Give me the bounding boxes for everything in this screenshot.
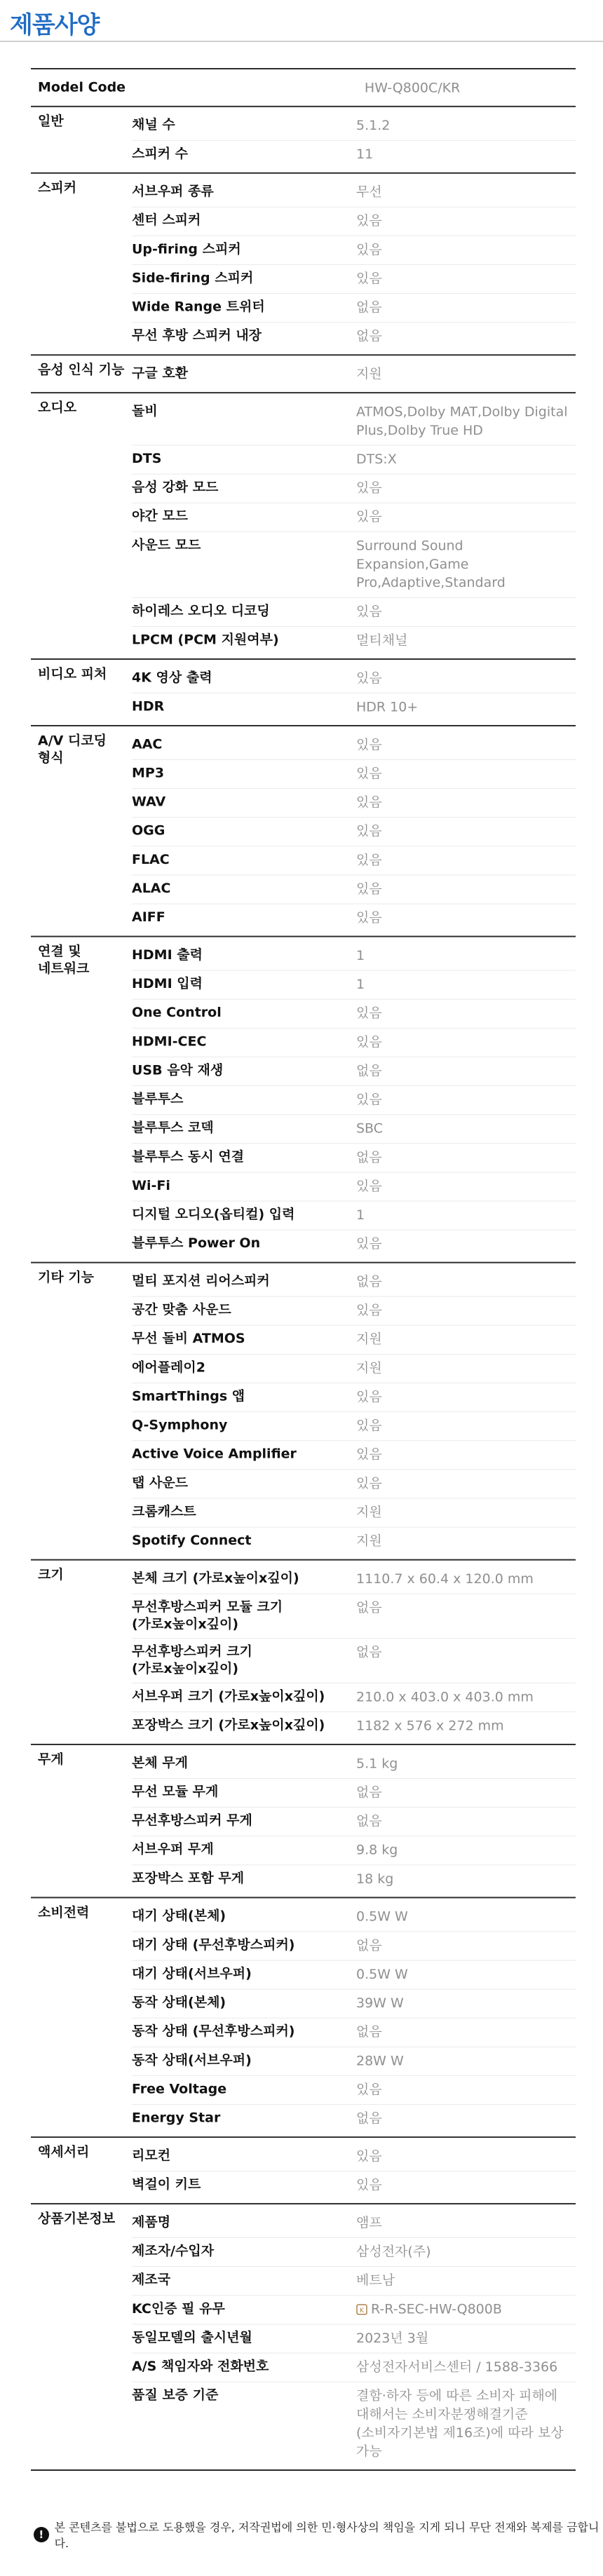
spec-row <box>132 904 576 933</box>
spec-row <box>132 446 576 475</box>
table-end-divider <box>31 2469 576 2471</box>
spec-row <box>132 1683 576 1712</box>
kc-mark-icon <box>356 2304 367 2315</box>
spec-row <box>132 2382 576 2466</box>
spec-label: SmartThings 앱 <box>132 1388 245 1404</box>
spec-group <box>31 1262 576 1559</box>
spec-value: 1 <box>356 1207 365 1223</box>
spec-label: 무선 모듈 무게 <box>132 1784 219 1800</box>
spec-label: A/S 책임자와 전화번호 <box>132 2359 269 2374</box>
spec-row <box>132 1499 576 1528</box>
spec-value: 5.1.2 <box>356 118 391 134</box>
spec-value: 있음 <box>356 2148 382 2164</box>
spec-value: 있음 <box>356 2082 382 2098</box>
spec-group <box>31 106 576 172</box>
spec-row <box>132 2076 576 2105</box>
spec-row <box>132 1565 576 1594</box>
spec-label: 리모컨 <box>132 2148 171 2164</box>
spec-label: 무선후방스피커 모듈 크기 (가로x높이x깊이) <box>132 1599 283 1632</box>
spec-value: 있음 <box>356 1092 382 1108</box>
spec-label: 서브우퍼 크기 (가로x높이x깊이) <box>132 1688 325 1704</box>
spec-label: HDMI-CEC <box>132 1033 207 1050</box>
spec-row <box>132 1639 576 1683</box>
spec-label: Free Voltage <box>132 2081 227 2097</box>
spec-value-text: R-R-SEC-HW-Q800B <box>371 2302 502 2317</box>
category-label: 크기 <box>38 1567 64 1582</box>
spec-row <box>132 265 576 294</box>
spec-row <box>132 2143 576 2171</box>
spec-value: 9.8 kg <box>356 1843 398 1858</box>
spec-value: HDR 10+ <box>356 699 419 715</box>
spec-row <box>132 1750 576 1779</box>
spec-label: 블루투스 코덱 <box>132 1120 214 1136</box>
spec-value: 있음 <box>356 1236 382 1252</box>
spec-row <box>132 665 576 693</box>
spec-value: 있음 <box>356 881 382 897</box>
spec-label: 크롬캐스트 <box>132 1504 196 1519</box>
spec-value: 지원 <box>356 1533 382 1549</box>
spec-row <box>132 179 576 208</box>
spec-value: 결함·하자 등에 따른 소비자 피해에 대해서는 소비자분쟁해결기준 (소비자기본법 제16조)에 따라 보상 가능 <box>356 2388 564 2460</box>
spec-row <box>132 2324 576 2353</box>
spec-label: 동일모델의 출시년월 <box>132 2330 252 2345</box>
spec-value: 없음 <box>356 1813 382 1829</box>
notice-text: 본 콘텐츠를 불법으로 도용했을 경우, 저작권법에 의한 민·형사상의 책임을 지게 되니 무단 전재와 복제를 금합니다. <box>54 2521 599 2550</box>
spec-label: Up-firing 스피커 <box>132 241 241 257</box>
spec-label: 탭 사운드 <box>132 1475 189 1491</box>
category-label: 기타 기능 <box>38 1270 95 1285</box>
spec-value: 있음 <box>356 213 382 229</box>
spec-row <box>132 731 576 760</box>
spec-group <box>31 658 576 725</box>
spec-value <box>356 2296 576 2324</box>
spec-row <box>132 2354 576 2382</box>
spec-row <box>132 1355 576 1383</box>
page-title: 제품사양 <box>10 11 100 39</box>
spec-label: 대기 상태(서브우퍼) <box>132 1966 252 1981</box>
spec-value: 210.0 x 403.0 x 403.0 mm <box>356 1689 534 1705</box>
spec-label: 구글 호환 <box>132 365 189 381</box>
spec-label: 무선 돌비 ATMOS <box>132 1331 245 1347</box>
category-label: 상품기본정보 <box>38 2211 116 2227</box>
category-label: 소비전력 <box>38 1905 90 1920</box>
spec-value: 없음 <box>356 329 382 344</box>
spec-row <box>132 1383 576 1412</box>
spec-label: 하이레스 오디오 디코딩 <box>132 603 270 619</box>
spec-label: DTS <box>132 451 162 466</box>
spec-row <box>132 1960 576 1989</box>
spec-value: 있음 <box>356 1447 382 1463</box>
spec-value: 지원 <box>356 366 382 382</box>
spec-table <box>31 68 576 2469</box>
spec-row <box>132 875 576 904</box>
spec-label: 무선후방스피커 크기 (가로x높이x깊이) <box>132 1644 252 1677</box>
spec-group <box>31 354 576 392</box>
spec-label: 사운드 모드 <box>132 537 201 553</box>
spec-value: 11 <box>356 147 374 163</box>
spec-row <box>132 2267 576 2296</box>
spec-value: 있음 <box>356 1303 382 1318</box>
spec-value: 없음 <box>356 1645 382 1660</box>
spec-label: 동작 상태(본체) <box>132 1995 226 2010</box>
spec-label: 제조자/수입자 <box>132 2243 215 2259</box>
category-label: A/V 디코딩 형식 <box>38 733 107 766</box>
spec-label: 야간 모드 <box>132 508 189 524</box>
spec-value: 삼성전자서비스센터 / 1588-3366 <box>356 2359 558 2375</box>
spec-label: Spotify Connect <box>132 1533 252 1549</box>
spec-label: Wide Range 트위터 <box>132 299 265 315</box>
spec-label: 제품명 <box>132 2214 171 2230</box>
model-code-value: HW-Q800C/KR <box>364 80 461 96</box>
spec-label: 본체 무게 <box>132 1755 189 1771</box>
spec-value: 있음 <box>356 794 382 811</box>
spec-label: 스피커 수 <box>132 146 189 162</box>
spec-row <box>132 846 576 875</box>
spec-row <box>132 2105 576 2133</box>
spec-value: 있음 <box>356 2177 382 2193</box>
spec-value: SBC <box>356 1120 384 1137</box>
spec-value: DTS:X <box>356 452 397 467</box>
spec-label: HDR <box>132 698 165 714</box>
spec-label: 제조국 <box>132 2272 171 2288</box>
spec-label: 본체 크기 (가로x높이x깊이) <box>132 1571 299 1586</box>
spec-row <box>132 1115 576 1144</box>
spec-label: WAV <box>132 794 166 810</box>
model-code-label: Model Code <box>38 79 126 95</box>
spec-label: 채널 수 <box>132 117 175 133</box>
spec-row <box>132 598 576 627</box>
spec-row <box>132 360 576 388</box>
spec-label: 포장박스 크기 (가로x높이x깊이) <box>132 1717 325 1733</box>
spec-value: 앰프 <box>356 2215 382 2231</box>
spec-row <box>132 236 576 265</box>
spec-value: 2023년 3월 <box>356 2331 429 2346</box>
spec-row <box>132 1903 576 1932</box>
spec-row <box>132 2238 576 2267</box>
spec-value: 1110.7 x 60.4 x 120.0 mm <box>356 1571 534 1587</box>
spec-value: 무선 <box>356 184 382 200</box>
spec-label: 블루투스 <box>132 1091 184 1107</box>
spec-label: 4K 영상 출력 <box>132 670 212 686</box>
spec-value: 1182 x 576 x 272 mm <box>356 1718 504 1734</box>
spec-row <box>132 1412 576 1441</box>
spec-row <box>132 112 576 141</box>
spec-row <box>132 1326 576 1355</box>
spec-group <box>31 2136 576 2203</box>
spec-row <box>132 2209 576 2238</box>
spec-value: 없음 <box>356 299 382 316</box>
spec-label: AIFF <box>132 909 165 925</box>
spec-row <box>132 1086 576 1115</box>
spec-label: 서브우퍼 무게 <box>132 1842 214 1857</box>
spec-value: 있음 <box>356 480 382 496</box>
category-label: 음성 인식 기능 <box>38 362 125 378</box>
spec-label: Active Voice Amplifier <box>132 1446 297 1462</box>
exclamation-icon: ! <box>34 2527 49 2542</box>
spec-value: 있음 <box>356 1418 382 1434</box>
spec-row <box>132 2296 576 2324</box>
spec-row <box>132 475 576 503</box>
spec-row <box>132 532 576 598</box>
spec-value: 지원 <box>356 1360 382 1376</box>
spec-label: 음성 강화 모드 <box>132 480 219 496</box>
spec-label: 품질 보증 기준 <box>132 2387 219 2404</box>
category-label: 액세서리 <box>38 2144 90 2160</box>
category-label: 일반 <box>38 114 64 130</box>
spec-row <box>132 1932 576 1960</box>
category-label: 무게 <box>38 1751 64 1768</box>
spec-value: 있음 <box>356 271 382 287</box>
spec-label: Energy Star <box>132 2110 221 2126</box>
spec-label: 동작 상태 (무선후방스피커) <box>132 2023 295 2040</box>
spec-row <box>132 789 576 818</box>
spec-label: 에어플레이2 <box>132 1360 205 1376</box>
spec-label: 무선후방스피커 무게 <box>132 1812 252 1829</box>
spec-value: 삼성전자(주) <box>356 2244 431 2260</box>
spec-value: 없음 <box>356 1600 382 1615</box>
spec-row <box>132 1779 576 1808</box>
spec-value: 있음 <box>356 1034 382 1050</box>
spec-label: KC인증 필 유무 <box>132 2301 225 2317</box>
copyright-notice <box>34 2519 603 2551</box>
spec-group <box>31 725 576 936</box>
spec-value: 멀티채널 <box>356 632 408 649</box>
spec-label: 무선 후방 스피커 내장 <box>132 328 262 344</box>
spec-value: 지원 <box>356 1505 382 1520</box>
spec-group <box>31 392 576 658</box>
spec-row <box>132 208 576 236</box>
spec-row <box>132 1712 576 1740</box>
spec-value: 베트남 <box>356 2272 395 2289</box>
spec-row <box>132 1000 576 1029</box>
spec-label: AAC <box>132 736 163 752</box>
spec-value: 0.5W W <box>356 1967 408 1982</box>
spec-label: 블루투스 동시 연결 <box>132 1149 245 1165</box>
spec-value: 없음 <box>356 1150 382 1165</box>
spec-value: Surround Sound Expansion,Game Pro,Adaptive,Standard <box>356 538 506 591</box>
spec-label: 블루투스 Power On <box>132 1235 261 1252</box>
spec-value: 18 kg <box>356 1871 394 1887</box>
spec-value: 있음 <box>356 737 382 753</box>
spec-label: 동작 상태(서브우퍼) <box>132 2052 252 2068</box>
spec-group <box>31 1744 576 1897</box>
spec-row <box>132 942 576 970</box>
spec-row <box>132 1594 576 1639</box>
spec-value: 1 <box>356 977 365 992</box>
spec-row <box>132 760 576 789</box>
spec-row <box>132 1808 576 1836</box>
spec-label: 디지털 오디오(옵티컬) 입력 <box>132 1207 295 1222</box>
spec-row <box>132 1057 576 1086</box>
spec-value: 없음 <box>356 1784 382 1801</box>
spec-label: ALAC <box>132 881 171 896</box>
spec-row <box>132 1528 576 1556</box>
spec-row <box>132 1836 576 1865</box>
spec-value: ATMOS,Dolby MAT,Dolby Digital Plus,Dolby True HD <box>356 404 568 438</box>
spec-label: 벽걸이 키트 <box>132 2176 201 2192</box>
spec-value: 있음 <box>356 910 382 926</box>
spec-label: 공간 맞춤 사운드 <box>132 1302 231 1318</box>
spec-row <box>132 1144 576 1172</box>
spec-row <box>132 1202 576 1231</box>
spec-label: MP3 <box>132 765 165 781</box>
spec-label: One Control <box>132 1005 222 1021</box>
spec-group <box>31 1559 576 1744</box>
spec-value: 없음 <box>356 1938 382 1953</box>
spec-value: 있음 <box>356 242 382 258</box>
spec-value: 있음 <box>356 1389 382 1405</box>
spec-row <box>132 971 576 1000</box>
spec-value: 있음 <box>356 853 382 868</box>
spec-value: 지원 <box>356 1331 382 1348</box>
spec-value: 없음 <box>356 1063 382 1079</box>
spec-label: HDMI 입력 <box>132 976 203 991</box>
spec-label: Side-firing 스피커 <box>132 270 254 286</box>
spec-label: 돌비 <box>132 403 158 419</box>
spec-value: 있음 <box>356 604 382 620</box>
spec-row <box>132 1865 576 1893</box>
spec-row <box>132 818 576 846</box>
spec-group <box>31 1897 576 2136</box>
spec-value: 있음 <box>356 766 382 782</box>
spec-value: 있음 <box>356 824 382 839</box>
spec-row <box>132 2171 576 2199</box>
spec-label: Wi-Fi <box>132 1178 170 1193</box>
spec-group <box>31 2203 576 2469</box>
spec-row <box>132 627 576 655</box>
spec-row <box>132 503 576 532</box>
spec-label: FLAC <box>132 852 170 867</box>
spec-value: 39W W <box>356 1995 404 2011</box>
spec-value: 있음 <box>356 509 382 525</box>
spec-value: 있음 <box>356 1005 382 1022</box>
spec-value: 없음 <box>356 2024 382 2040</box>
spec-row <box>132 398 576 446</box>
spec-value: 있음 <box>356 1476 382 1491</box>
category-label: 비디오 피처 <box>38 666 107 682</box>
spec-value: 있음 <box>356 670 382 686</box>
spec-label: HDMI 출력 <box>132 947 203 963</box>
svg-text:K: K <box>360 2307 364 2314</box>
spec-value: 1 <box>356 948 365 963</box>
spec-label: OGG <box>132 823 165 839</box>
spec-row <box>132 1297 576 1326</box>
spec-row <box>132 1268 576 1297</box>
spec-value: 있음 <box>356 1179 382 1194</box>
category-label: 연결 및 네트워크 <box>38 944 90 977</box>
category-label: 오디오 <box>38 400 77 416</box>
spec-group <box>31 172 576 354</box>
spec-value: 없음 <box>356 1274 382 1289</box>
spec-row <box>132 1172 576 1201</box>
spec-row <box>132 1470 576 1498</box>
spec-label: 포장박스 포함 무게 <box>132 1871 245 1886</box>
spec-label: 센터 스피커 <box>132 212 201 229</box>
spec-group <box>31 936 576 1262</box>
spec-row <box>132 1029 576 1057</box>
spec-label: 대기 상태 (무선후방스피커) <box>132 1937 295 1953</box>
spec-row <box>132 294 576 323</box>
spec-label: 서브우퍼 종류 <box>132 184 214 200</box>
spec-label: Q-Symphony <box>132 1417 228 1433</box>
spec-row <box>132 1231 576 1259</box>
spec-label: USB 음악 재생 <box>132 1062 224 1078</box>
spec-row <box>132 2019 576 2047</box>
spec-row <box>132 693 576 721</box>
title-divider <box>0 41 603 42</box>
spec-value: 0.5W W <box>356 1909 408 1925</box>
spec-label: 대기 상태(본체) <box>132 1909 226 1924</box>
spec-row <box>132 1441 576 1470</box>
spec-value: 없음 <box>356 2110 382 2127</box>
spec-row <box>132 323 576 351</box>
spec-value: 5.1 kg <box>356 1756 398 1772</box>
category-label: 스피커 <box>38 180 77 196</box>
spec-group-model <box>31 68 576 106</box>
spec-row <box>132 141 576 169</box>
spec-row <box>132 1990 576 2019</box>
spec-row <box>132 2047 576 2076</box>
spec-label: LPCM (PCM 지원여부) <box>132 632 279 648</box>
spec-label: 멀티 포지션 리어스피커 <box>132 1273 270 1289</box>
spec-value: 28W W <box>356 2053 404 2069</box>
